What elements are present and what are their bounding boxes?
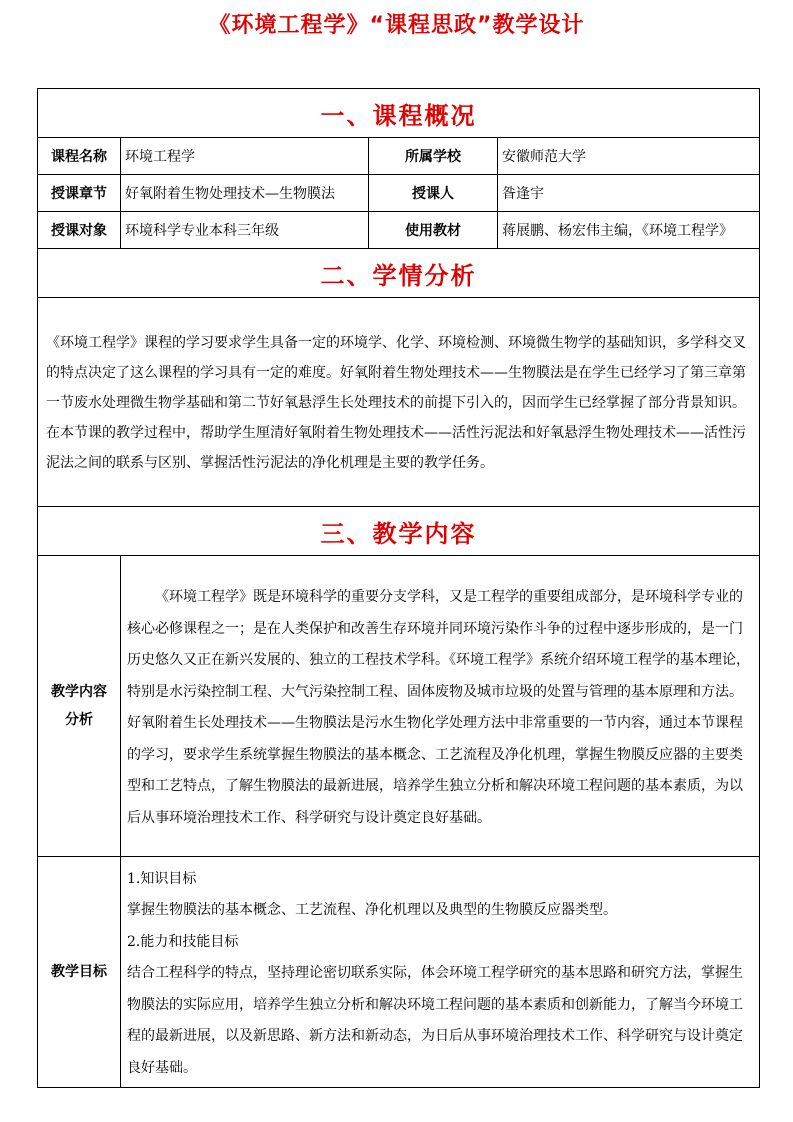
- teaching-goals-content: [121, 857, 760, 1088]
- teaching-design-table: [37, 88, 760, 1088]
- teaching-goals-label: 教学目标: [38, 857, 121, 1088]
- ability-goal-heading: 2.能力和技能目标: [127, 933, 239, 950]
- section-header-teaching-content: [38, 507, 760, 556]
- teacher-value: 昝逢宇: [498, 175, 760, 212]
- section-heading: 二、学情分析: [38, 249, 760, 298]
- course-name-label: 课程名称: [38, 138, 121, 175]
- table-row: [38, 298, 760, 507]
- table-row: [38, 138, 760, 175]
- audience-value: 环境科学专业本科三年级: [121, 212, 369, 249]
- school-value: 安徽师范大学: [498, 138, 760, 175]
- teacher-label: 授课人: [369, 175, 498, 212]
- content-analysis-label-line2: 分析: [65, 712, 93, 728]
- knowledge-goal-heading: 1.知识目标: [127, 870, 197, 887]
- table-row: [38, 175, 760, 212]
- chapter-label: 授课章节: [38, 175, 121, 212]
- knowledge-goal-text: 掌握生物膜法的基本概念、工艺流程、净化机理以及典型的生物膜反应器类型。: [127, 902, 617, 919]
- audience-label: 授课对象: [38, 212, 121, 249]
- chapter-value: 好氧附着生物处理技术—生物膜法: [121, 175, 369, 212]
- table-row: [38, 857, 760, 1088]
- table-row: [38, 556, 760, 857]
- table-row: [38, 212, 760, 249]
- section-header-overview: [38, 89, 760, 138]
- ability-goal-text: 结合工程科学的特点，坚持理论密切联系实际，体会环境工程学研究的基本思路和研究方法，掌握生物膜法的实际应用，培养学生独立分析和解决环境工程问题的基本素质和创新能力，了解当今环境工程的最新进展，以及新思路、新方法和新动态，为日后从事环境治理技术工作、科学研究与设计奠定良好基础。: [127, 965, 743, 1076]
- textbook-label: 使用教材: [369, 212, 498, 249]
- textbook-value: 蒋展鹏、杨宏伟主编，《环境工程学》: [498, 212, 760, 249]
- content-analysis-label-line1: 教学内容: [51, 684, 107, 700]
- content-analysis-label: [38, 556, 121, 857]
- content-analysis-text: 《环境工程学》既是环境科学的重要分支学科，又是工程学的重要组成部分，是环境科学专业的核心必修课程之一；是在人类保护和改善生存环境并同环境污染作斗争的过程中逐步形成的，是一门历史悠久又正在新兴发展的、独立的工程技术学科。《环境工程学》系统介绍环境工程学的基本理论，特别是水污染控制工程、大气污染控制工程、固体废物及城市垃圾的处置与管理的基本原理和方法。好氧附着生长处理技术——生物膜法是污水生物化学处理方法中非常重要的一节内容，通过本节课程的学习，要求学生系统掌握生物膜法的基本概念、工艺流程及净化机理，掌握生物膜反应器的主要类型和工艺特点，了解生物膜法的最新进展，培养学生独立分析和解决环境工程问题的基本素质，为以后从事环境治理技术工作、科学研究与设计奠定良好基础。: [121, 556, 760, 857]
- section-heading: 三、教学内容: [38, 507, 760, 556]
- section-header-student-analysis: [38, 249, 760, 298]
- section-heading: 一、课程概况: [38, 89, 760, 138]
- student-analysis-text: 《环境工程学》课程的学习要求学生具备一定的环境学、化学、环境检测、环境微生物学的基础知识，多学科交叉的特点决定了这么课程的学习具有一定的难度。好氧附着生物处理技术——生物膜法是在学生已经学习了第三章第一节废水处理微生物学基础和第二节好氧悬浮生长处理技术的前提下引入的，因而学生已经掌握了部分背景知识。在本节课的教学过程中，帮助学生厘清好氧附着生物处理技术——活性污泥法和好氧悬浮生物处理技术——活性污泥法之间的联系与区别、掌握活性污泥法的净化机理是主要的教学任务。: [38, 298, 760, 507]
- school-label: 所属学校: [369, 138, 498, 175]
- course-name-value: 环境工程学: [121, 138, 369, 175]
- document-title: 《环境工程学》“课程思政”教学设计: [208, 13, 585, 38]
